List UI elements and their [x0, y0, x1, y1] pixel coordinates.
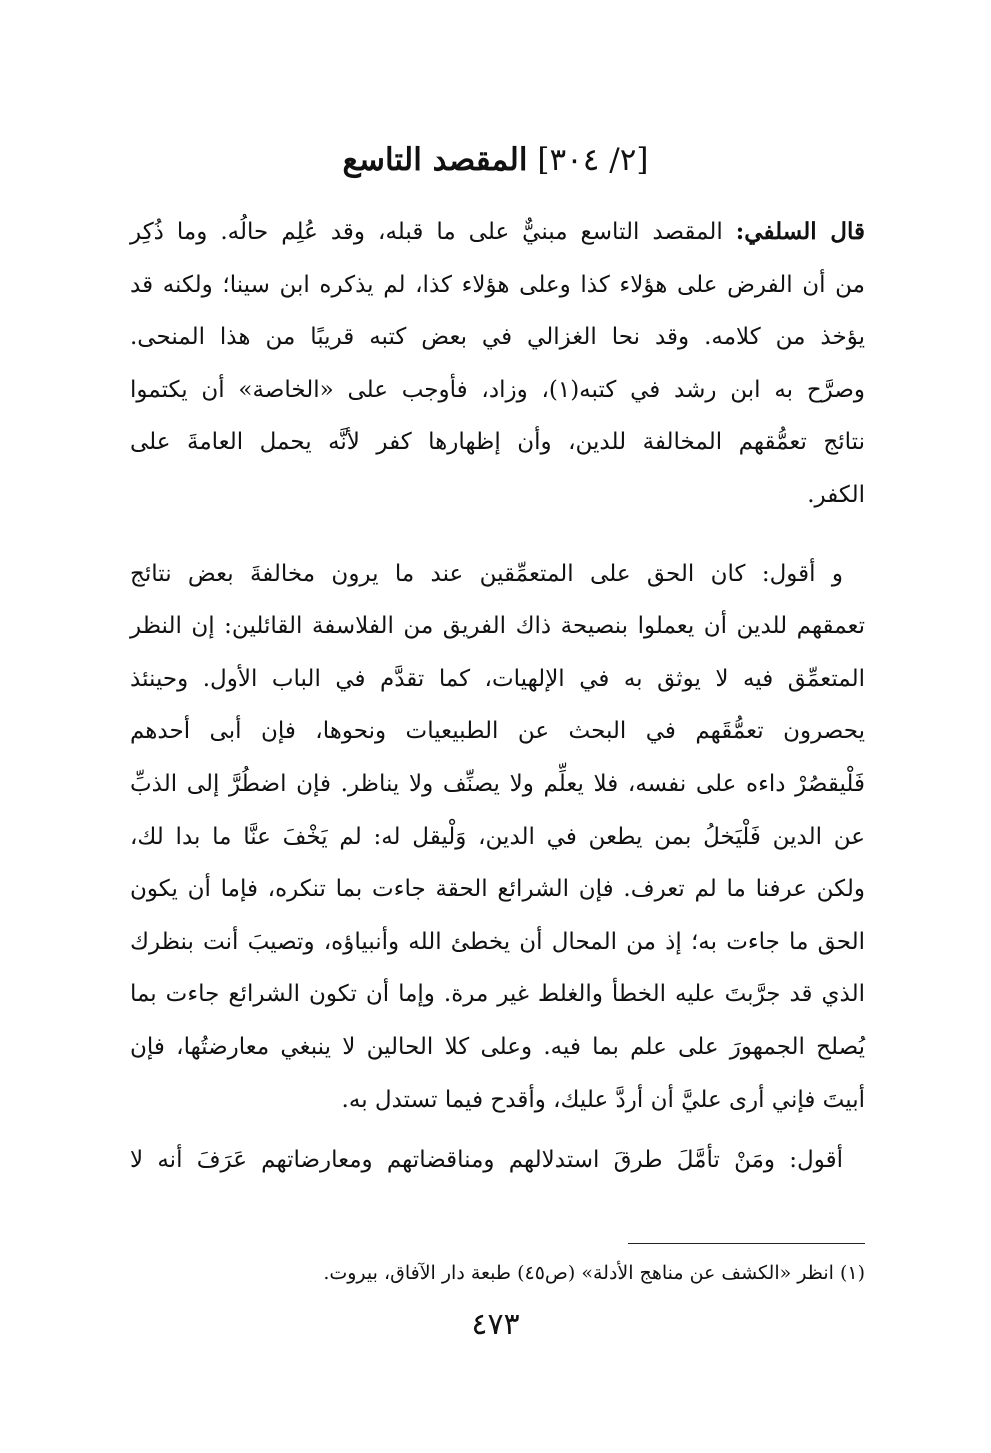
text-line: عن الدين فَلْيَخلُ بمن يطعن في الدين، وَلْيقل له: لم يَخْفَ عنَّا ما بدا لك،: [130, 823, 865, 850]
text-line: تعمقهم للدين أن يعملوا بنصيحة ذاك الفريق من الفلاسفة القائلين: إن النظر: [130, 613, 865, 640]
paragraph-response: [130, 548, 865, 1127]
text-line: يؤخذ من كلامه. وقد نحا الغزالي في بعض كتبه قريبًا من هذا المنحى.: [130, 324, 865, 351]
section-title: المقصد التاسع: [342, 142, 528, 178]
text-line: أقول: ومَنْ تأمَّلَ طرقَ استدلالهم ومناقضاتهم ومعارضاتهم عَرَفَ أنه لا: [130, 1147, 843, 1174]
text-line: المتعمِّق فيه لا يوثق به في الإلهيات، كما تقدَّم في الباب الأول. وحينئذ: [130, 665, 865, 692]
text-line: الحق ما جاءت به؛ إذ من المحال أن يخطئ الله وأنبياؤه، وتصيبَ أنت بنظرك: [130, 928, 865, 955]
main-text: [130, 206, 865, 1187]
footnote-divider: [628, 1243, 865, 1244]
text-line: فَلْيقصُرْ داءه على نفسه، فلا يعلِّم ولا يصنِّف ولا يناظر. فإن اضطُرَّ إلى الذبِّ: [130, 770, 865, 797]
page-reference: [٢/ ٣٠٤]: [537, 142, 649, 178]
text-line: الذي قد جرَّبتَ عليه الخطأ والغلط غير مرة. وإما أن تكون الشرائع جاءت بما: [130, 981, 865, 1008]
speaker-label: قال السلفي:: [735, 218, 866, 245]
footnote: (١) انظر «الكشف عن مناهج الأدلة» (ص٤٥) طبعة دار الآفاق، بيروت.: [323, 1262, 865, 1284]
text-line: قال السلفي: المقصد التاسع مبنيٌّ على ما قبله، وقد عُلِم حالُه. وما ذُكِر: [130, 218, 866, 245]
text-line: وصرَّح به ابن رشد في كتبه(١)، وزاد، فأوجب على «الخاصة» أن يكتموا: [130, 376, 865, 403]
section-heading: [0, 138, 991, 182]
page-number: ٤٧٣: [471, 1307, 520, 1342]
paragraph-conclusion: [130, 1134, 865, 1187]
text-line: الكفر.: [807, 481, 865, 508]
text-line: و أقول: كان الحق على المتعمِّقين عند ما يرون مخالفةَ بعض نتائج: [130, 560, 843, 587]
paragraph-salafi: [130, 206, 865, 522]
text-line: نتائج تعمُّقهم المخالفة للدين، وأن إظهارها كفر لأنَّه يحمل العامةَ على: [130, 429, 865, 456]
text-line: ولكن عرفنا ما لم تعرف. فإن الشرائع الحقة جاءت بما تنكره، فإما أن يكون: [130, 876, 865, 903]
text-line: يحصرون تعمُّقَهم في البحث عن الطبيعيات ونحوها، فإن أبى أحدهم: [130, 718, 865, 745]
text-line: من أن الفرض على هؤلاء كذا وعلى هؤلاء كذا، لم يذكره ابن سينا؛ ولكنه قد: [130, 271, 865, 298]
text-line: يُصلح الجمهورَ على علم بما فيه. وعلى كلا الحالين لا ينبغي معارضتُها، فإن: [130, 1033, 865, 1060]
text-line: أبيتَ فإني أرى عليَّ أن أردَّ عليك، وأقدح فيما تستدل به.: [341, 1086, 865, 1113]
